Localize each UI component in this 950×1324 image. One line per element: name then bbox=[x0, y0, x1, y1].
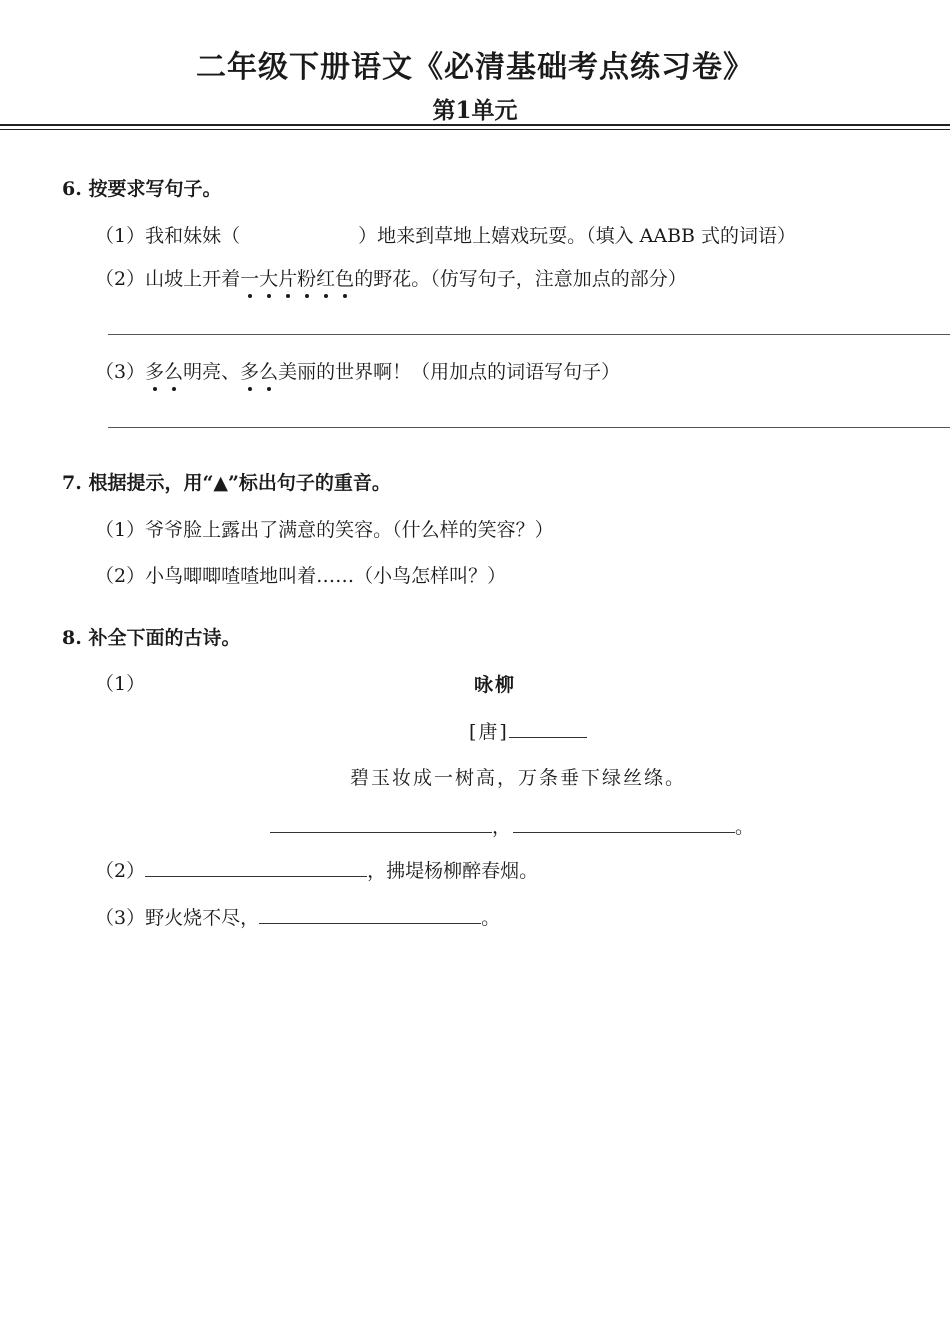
dotted-char: 一 bbox=[240, 264, 259, 291]
dotted-char: 么 bbox=[259, 357, 278, 384]
q6-item1-before: （1）我和妹妹（ bbox=[95, 225, 241, 247]
q8-item3-prefix: （3）野火烧不尽， bbox=[95, 907, 260, 929]
poem-line-2-end: 。 bbox=[735, 816, 757, 838]
question-8-heading: 8. 补全下面的古诗。 bbox=[62, 627, 241, 649]
dotted-char: 大 bbox=[259, 264, 278, 291]
dotted-char: 么 bbox=[164, 357, 183, 384]
q6-item3 bbox=[95, 357, 620, 384]
q6-item2-answer-line[interactable] bbox=[108, 334, 950, 335]
q6-item3-answer-line[interactable] bbox=[108, 427, 950, 428]
poem-line-2 bbox=[270, 812, 756, 839]
q8-item3-suffix: 。 bbox=[481, 907, 501, 929]
q8-item2 bbox=[95, 856, 538, 883]
q8-item2-suffix: ，拂堤杨柳醉春烟。 bbox=[367, 860, 539, 882]
poem-line-2-blank-1[interactable] bbox=[270, 831, 492, 833]
unit-subtitle: 第1单元 bbox=[432, 97, 518, 124]
poem-dynasty: [唐] bbox=[469, 721, 509, 743]
q6-item3-suffix: 美丽的世界啊！（用加点的词语写句子） bbox=[278, 361, 621, 383]
dotted-char: 色 bbox=[335, 264, 354, 291]
dotted-char: 多 bbox=[145, 357, 164, 384]
q8-item3-blank[interactable] bbox=[259, 922, 481, 924]
header-rule-thick bbox=[0, 124, 950, 126]
dotted-char: 多 bbox=[240, 357, 259, 384]
q8-item1-label: （1） bbox=[95, 673, 146, 695]
q6-item1 bbox=[95, 221, 796, 248]
q6-item3-prefix: （3） bbox=[95, 361, 146, 383]
q7-item1: （1）爷爷脸上露出了满意的笑容。（什么样的笑容？） bbox=[95, 519, 554, 541]
q7-item2: （2）小鸟唧唧喳喳地叫着……（小鸟怎样叫？） bbox=[95, 565, 507, 587]
poem-author bbox=[469, 717, 587, 744]
q8-item2-blank[interactable] bbox=[145, 875, 367, 877]
dotted-char: 红 bbox=[316, 264, 335, 291]
poem-line-2-comma: ， bbox=[492, 816, 514, 838]
question-6-heading: 6. 按要求写句子。 bbox=[62, 178, 222, 200]
dotted-char: 粉 bbox=[297, 264, 316, 291]
poem-line-1: 碧玉妆成一树高，万条垂下绿丝绦。 bbox=[350, 767, 687, 789]
poem-title: 咏柳 bbox=[474, 674, 517, 696]
poem-line-2-blank-2[interactable] bbox=[513, 831, 735, 833]
q6-item3-middle: 明亮、 bbox=[183, 361, 241, 383]
question-7-heading: 7. 根据提示，用“▲”标出句子的重音。 bbox=[62, 472, 391, 494]
poem-author-blank[interactable] bbox=[509, 736, 587, 738]
header-rule-thin bbox=[0, 129, 950, 130]
q6-item2-suffix: 的野花。（仿写句子，注意加点的部分） bbox=[354, 268, 687, 290]
q6-item2 bbox=[95, 264, 687, 291]
q6-item2-prefix: （2）山坡上开着 bbox=[95, 268, 241, 290]
page-title: 二年级下册语文《必清基础考点练习卷》 bbox=[196, 50, 754, 85]
q6-item1-after: ）地来到草地上嬉戏玩耍。（填入 AABB 式的词语） bbox=[358, 225, 797, 247]
q8-item3 bbox=[95, 903, 500, 930]
dotted-char: 片 bbox=[278, 264, 297, 291]
q8-item2-label: （2） bbox=[95, 860, 146, 882]
